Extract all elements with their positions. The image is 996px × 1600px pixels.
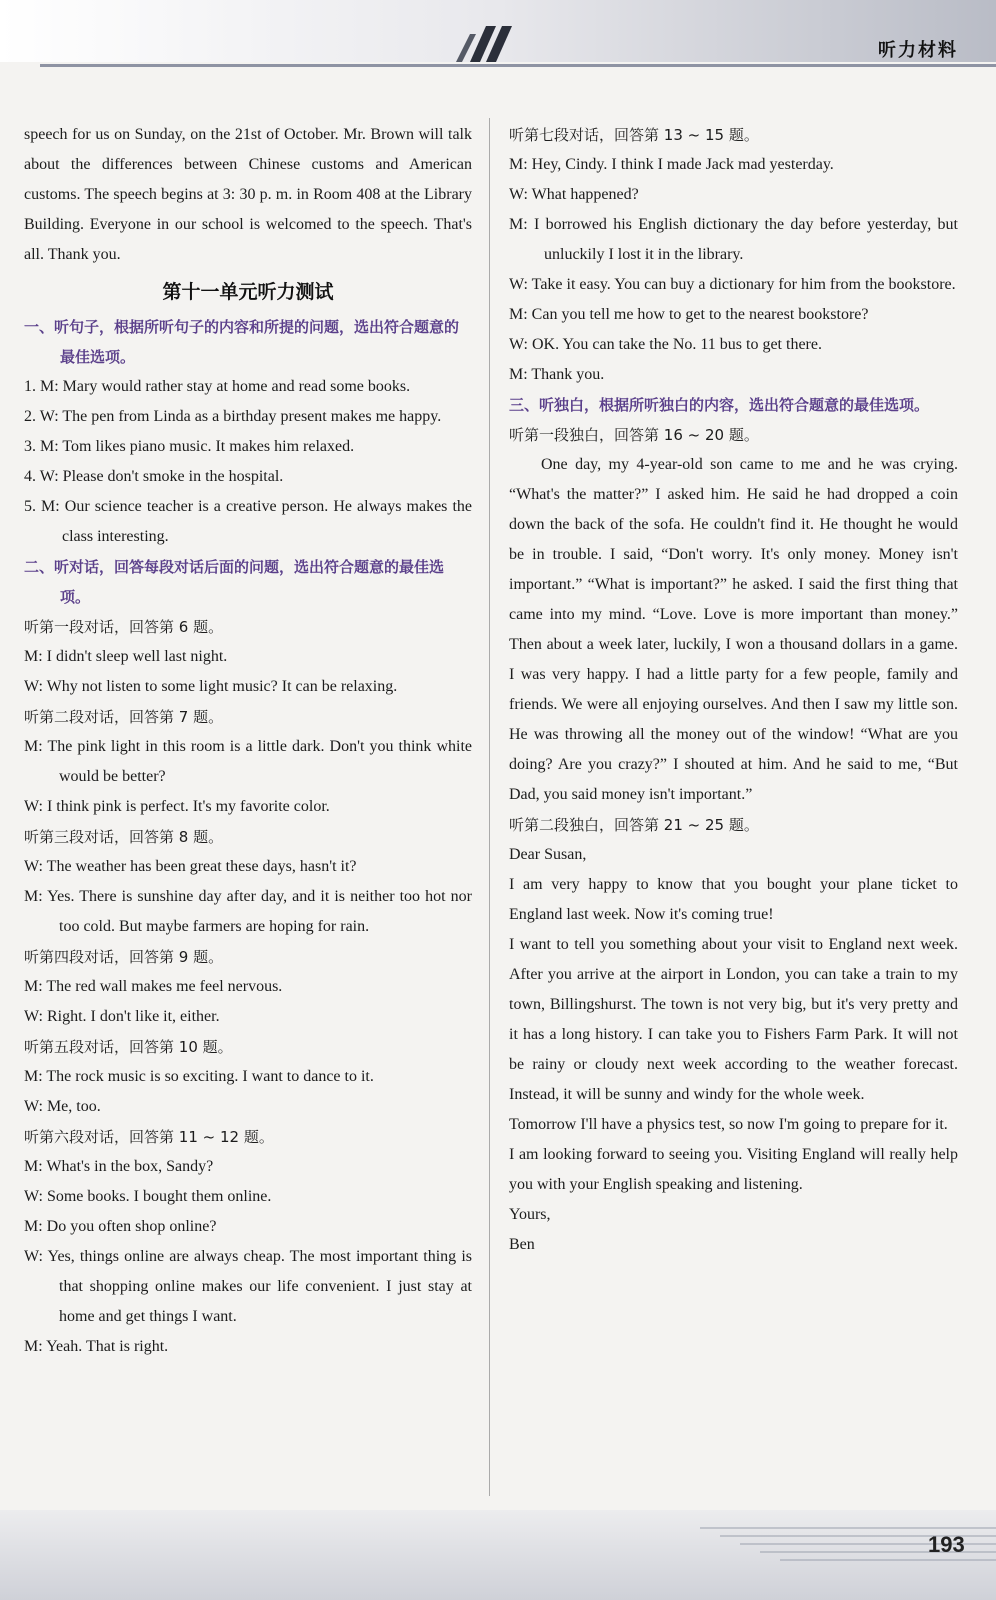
letter-salutation: Dear Susan, (509, 846, 587, 863)
unit-title: 第十一单元听力测试 (162, 281, 334, 303)
dialogue-line: M: Hey, Cindy. I think I made Jack mad yesterday. (509, 156, 834, 173)
dialogue-line: W: The weather has been great these days, hasn't it? (24, 858, 357, 875)
section-heading-2: 二、听对话，回答每段对话后面的问题，选出符合题意的最佳选项。 (24, 558, 445, 606)
dialogue-line: M: Yes. There is sunshine day after day, and it is neither too hot nor too cold. But maybe farmers are hoping for rain. (24, 888, 472, 935)
letter-paragraph: I want to tell you something about your visit to England next week. After you arrive at the airport in London, you can take a train to my town, Billingshurst. The town is not very big, but it's very pretty and it has a long history. I can take you to Fishers Farm Park. It will not be rainy or cloudy next week according to the weather forecast. Instead, it will be sunny and windy for the whole week. (509, 936, 958, 1103)
dialogue-line: W: OK. You can take the No. 11 bus to get there. (509, 336, 822, 353)
page-header (0, 0, 996, 80)
dialogue-line: M: What's in the box, Sandy? (24, 1158, 214, 1175)
dialogue-heading: 听第三段对话，回答第 8 题。 (24, 828, 224, 846)
section-heading-3: 三、听独白，根据所听独白的内容，选出符合题意的最佳选项。 (509, 396, 930, 414)
dialogue-line: M: Thank you. (509, 366, 605, 383)
dialogue-heading: 听第一段对话，回答第 6 题。 (24, 618, 224, 636)
column-divider (489, 118, 490, 1496)
dialogue-line: M: Yeah. That is right. (24, 1338, 169, 1355)
monologue-heading: 听第二段独白，回答第 21 ~ 25 题。 (509, 816, 759, 834)
dialogue-line: M: I borrowed his English dictionary the day before yesterday, but unluckily I lost it in the library. (509, 216, 958, 263)
dialogue-line: M: I didn't sleep well last night. (24, 648, 228, 665)
monologue-paragraph: One day, my 4-year-old son came to me and he was crying. “What's the matter?” I asked him. He said he had dropped a coin down the back of the sofa. He couldn't find it. He thought he would be in trouble. I said, “Don't worry. It's only money. Money isn't important.” “What is important?” he asked. I said the first thing that came into my mind. “Love. Love is more important than money.” Then about a week later, luckily, I won a thousand dollars in a game. I was very happy. I had a little party for a few people, family and friends. We were all enjoying ourselves. And then I saw my little son. He was throwing all the money out of the window! “What are you doing? Are you crazy?” I shouted at him. And he said to me, “But Dad, you said money isn't important.” (509, 456, 958, 803)
sentence-item: 5. M: Our science teacher is a creative person. He always makes the class interesting. (24, 498, 472, 545)
dialogue-line: W: Me, too. (24, 1098, 101, 1115)
left-column (24, 120, 472, 1362)
header-rule (40, 64, 996, 67)
sentence-item: 2. W: The pen from Linda as a birthday present makes me happy. (24, 408, 442, 425)
dialogue-heading: 听第二段对话，回答第 7 题。 (24, 708, 224, 726)
dialogue-line: W: What happened? (509, 186, 639, 203)
dialogue-line: W: Right. I don't like it, either. (24, 1008, 220, 1025)
sentence-item: 3. M: Tom likes piano music. It makes him relaxed. (24, 438, 355, 455)
dialogue-line: M: The rock music is so exciting. I want to dance to it. (24, 1068, 374, 1085)
sentence-item: 1. M: Mary would rather stay at home and read some books. (24, 378, 411, 395)
page-number: 193 (928, 1532, 965, 1557)
letter-paragraph: Tomorrow I'll have a physics test, so now I'm going to prepare for it. (509, 1116, 948, 1133)
page-footer (0, 1510, 996, 1600)
dialogue-heading: 听第七段对话，回答第 13 ~ 15 题。 (509, 126, 759, 144)
dialogue-line: W: Take it easy. You can buy a dictionary for him from the bookstore. (509, 276, 956, 293)
letter-paragraph: I am looking forward to seeing you. Visiting England will really help you with your English speaking and listening. (509, 1146, 958, 1193)
letter-paragraph: I am very happy to know that you bought your plane ticket to England last week. Now it's coming true! (509, 876, 958, 923)
letter-signature: Ben (509, 1236, 535, 1253)
section-heading-1: 一、听句子，根据所听句子的内容和所提的问题，选出符合题意的最佳选项。 (24, 318, 460, 366)
header-title: 听力材料 (878, 40, 958, 61)
sentence-item: 4. W: Please don't smoke in the hospital. (24, 468, 284, 485)
right-column (509, 120, 958, 1260)
dialogue-line: W: I think pink is perfect. It's my favorite color. (24, 798, 330, 815)
monologue-heading: 听第一段独白，回答第 16 ~ 20 题。 (509, 426, 759, 444)
dialogue-line: M: Can you tell me how to get to the nearest bookstore? (509, 306, 869, 323)
dialogue-heading: 听第五段对话，回答第 10 题。 (24, 1038, 233, 1056)
dialogue-line: W: Yes, things online are always cheap. The most important thing is that shopping online makes our life convenient. I just stay at home and get things I want. (24, 1248, 472, 1325)
intro-paragraph: speech for us on Sunday, on the 21st of October. Mr. Brown will talk about the differences between Chinese customs and American customs. The speech begins at 3: 30 p. m. in Room 408 at the Library Building. Everyone in our school is welcomed to the speech. That's all. Thank you. (24, 126, 472, 263)
dialogue-heading: 听第六段对话，回答第 11 ~ 12 题。 (24, 1128, 274, 1146)
dialogue-heading: 听第四段对话，回答第 9 题。 (24, 948, 224, 966)
dialogue-line: M: Do you often shop online? (24, 1218, 217, 1235)
header-stripes-decoration (456, 26, 526, 62)
letter-closing: Yours, (509, 1206, 551, 1223)
dialogue-line: M: The red wall makes me feel nervous. (24, 978, 283, 995)
dialogue-line: W: Some books. I bought them online. (24, 1188, 272, 1205)
dialogue-line: W: Why not listen to some light music? It can be relaxing. (24, 678, 398, 695)
dialogue-line: M: The pink light in this room is a little dark. Don't you think white would be better? (24, 738, 472, 785)
